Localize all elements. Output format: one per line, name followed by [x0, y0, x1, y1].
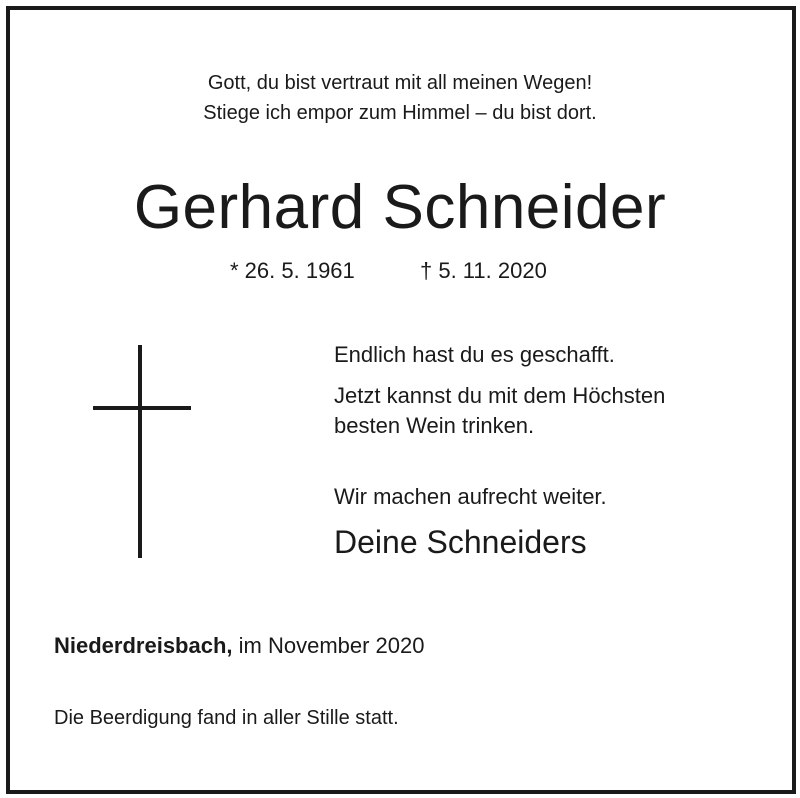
- funeral-note: Die Beerdigung fand in aller Stille statt.: [54, 707, 399, 729]
- poem-line-2: Jetzt kannst du mit dem Höchsten: [334, 383, 666, 408]
- poem-stanza: [334, 381, 665, 441]
- verse-line-1: Gott, du bist vertraut mit all meinen Wegen!: [207, 72, 593, 94]
- place-and-date: [54, 631, 425, 661]
- deceased-name: Gerhard Schneider: [133, 173, 667, 242]
- death-date: † 5. 11. 2020: [420, 258, 547, 283]
- cross-horizontal-bar: [93, 406, 191, 410]
- place-town: Niederdreisbach,: [54, 633, 233, 658]
- verse-line-2: Stiege ich empor zum Himmel – du bist dort.: [203, 102, 597, 124]
- family-signature: Deine Schneiders: [334, 524, 587, 560]
- poem-line-3: besten Wein trinken.: [334, 413, 535, 438]
- poem-line-1: Endlich hast du es geschafft.: [334, 342, 615, 367]
- poem-line-4: Wir machen aufrecht weiter.: [334, 484, 607, 509]
- birth-date: * 26. 5. 1961: [230, 258, 355, 283]
- cross-vertical-bar: [138, 345, 142, 558]
- bible-verse: [0, 68, 800, 128]
- place-date: im November 2020: [238, 633, 425, 658]
